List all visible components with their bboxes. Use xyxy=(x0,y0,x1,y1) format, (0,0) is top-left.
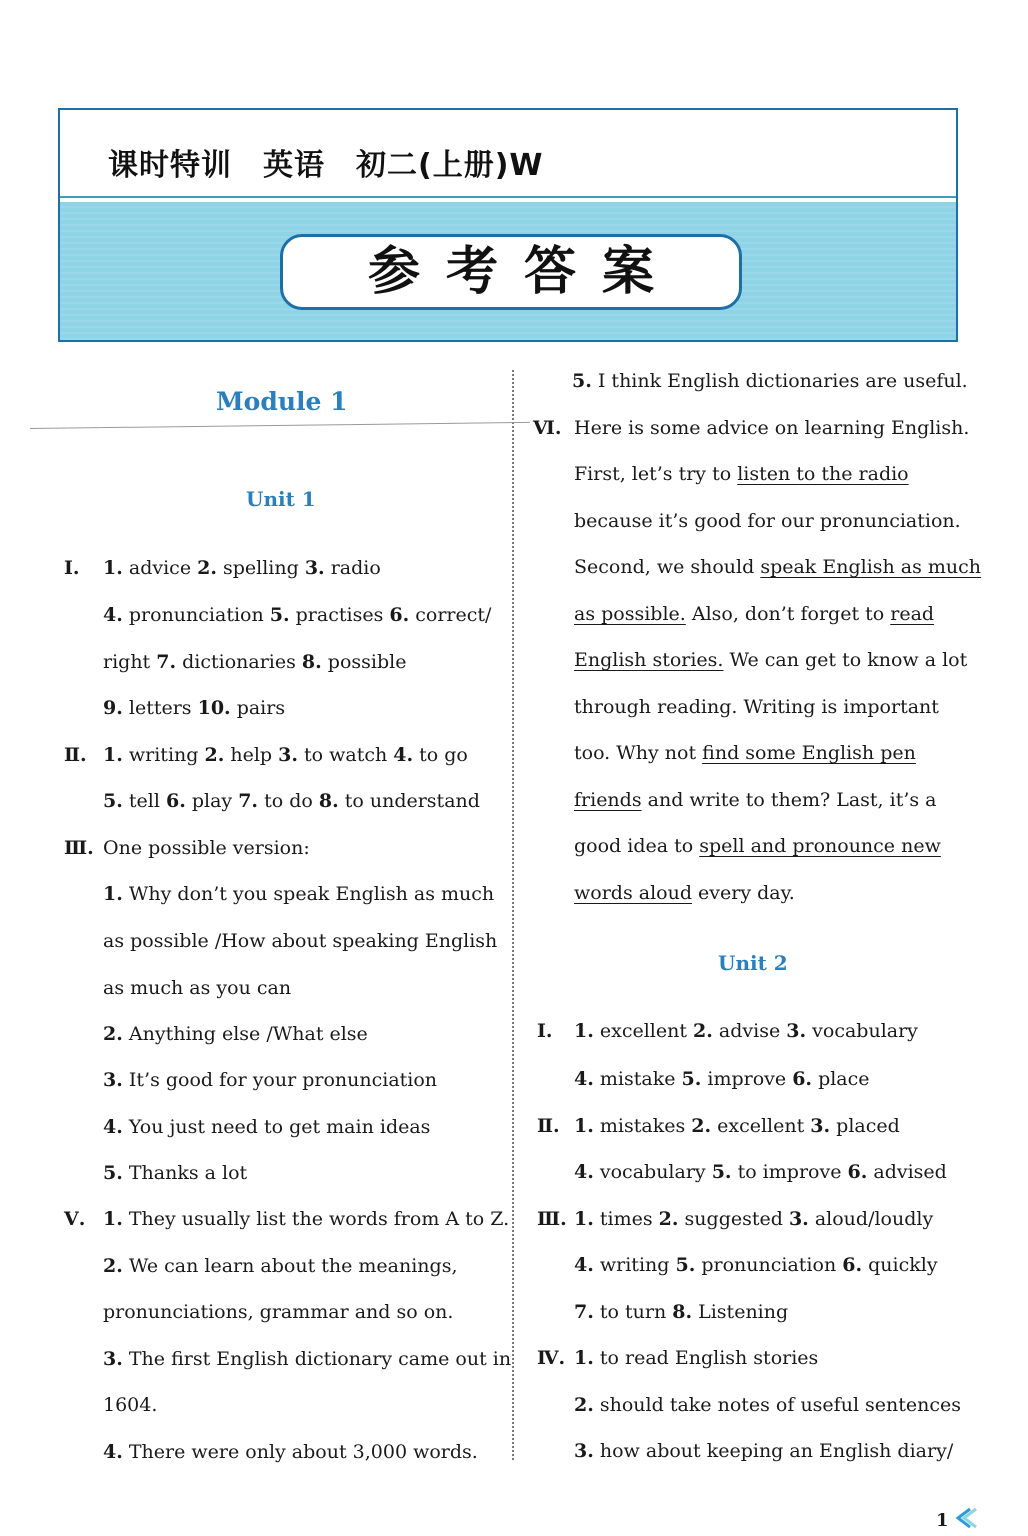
answer-line: 5. I think English dictionaries are useful. xyxy=(572,370,968,392)
answer-line: 7. to turn 8. Listening xyxy=(574,1301,789,1323)
section-roman-numeral: Ⅵ. xyxy=(533,417,562,439)
page-arrow-icon xyxy=(948,1506,978,1530)
paragraph-line: friends and write to them? Last, it’s a xyxy=(574,789,937,811)
answer-line: 1. excellent 2. advise 3. vocabulary xyxy=(574,1020,918,1042)
answer-line: 5. tell 6. play 7. to do 8. to understand xyxy=(103,790,480,812)
answer-intro: One possible version: xyxy=(103,837,310,859)
answer-line: 1. writing 2. help 3. to watch 4. to go xyxy=(103,744,468,766)
section-roman-numeral: Ⅰ. xyxy=(64,557,80,579)
paragraph-line: as possible. Also, don’t forget to read xyxy=(574,603,935,625)
answer-line: 1. They usually list the words from A to Z. xyxy=(103,1208,510,1230)
section-roman-numeral: Ⅳ. xyxy=(537,1347,566,1369)
answer-line: 4. writing 5. pronunciation 6. quickly xyxy=(574,1254,938,1276)
banner-answer-area xyxy=(60,202,956,340)
page-number: 1 xyxy=(936,1510,949,1531)
paragraph-line: through reading. Writing is important xyxy=(574,696,939,718)
header-banner xyxy=(58,108,958,342)
answer-line: as possible /How about speaking English xyxy=(103,930,498,952)
answer-line: 1. times 2. suggested 3. aloud/loudly xyxy=(574,1208,934,1230)
answer-line: 1. to read English stories xyxy=(574,1347,819,1369)
section-roman-numeral: Ⅲ. xyxy=(64,837,94,859)
answer-line: 4. There were only about 3,000 words. xyxy=(103,1441,478,1463)
answer-line: 1604. xyxy=(103,1394,158,1416)
answer-line: 5. Thanks a lot xyxy=(103,1162,248,1184)
answer-line: as much as you can xyxy=(103,977,292,999)
section-roman-numeral: Ⅱ. xyxy=(537,1115,560,1137)
module-rule xyxy=(30,422,530,429)
paragraph-line: too. Why not find some English pen xyxy=(574,742,916,764)
paragraph-line: because it’s good for our pronunciation. xyxy=(574,510,961,532)
paragraph-line: Second, we should speak English as much xyxy=(574,556,982,578)
answer-line: 3. how about keeping an English diary/ xyxy=(574,1440,954,1462)
unit-1-heading: Unit 1 xyxy=(246,487,316,511)
column-divider xyxy=(512,370,514,1460)
answer-line: 3. The first English dictionary came out in xyxy=(103,1348,512,1370)
answer-line: 2. Anything else /What else xyxy=(103,1023,368,1045)
section-roman-numeral: Ⅱ. xyxy=(64,744,87,766)
answer-line: 2. We can learn about the meanings, xyxy=(103,1255,458,1277)
paragraph-line: good idea to spell and pronounce new xyxy=(574,835,941,857)
section-roman-numeral: Ⅲ. xyxy=(537,1208,567,1230)
answer-line: 4. pronunciation 5. practises 6. correct/ xyxy=(103,604,492,626)
answer-line: right 7. dictionaries 8. possible xyxy=(103,651,407,673)
paragraph-line: English stories. We can get to know a lot xyxy=(574,649,968,671)
answer-line: 2. should take notes of useful sentences xyxy=(574,1394,962,1416)
answer-line: 3. It’s good for your pronunciation xyxy=(103,1069,438,1091)
answer-line: 4. mistake 5. improve 6. place xyxy=(574,1068,870,1090)
paragraph-line: Here is some advice on learning English. xyxy=(574,417,970,439)
answer-line: 1. Why don’t you speak English as much xyxy=(103,883,495,905)
module-heading: Module 1 xyxy=(216,387,348,416)
answer-line: pronunciations, grammar and so on. xyxy=(103,1301,454,1323)
book-title: 课时特训 英语 初二(上册)W xyxy=(108,148,544,183)
paragraph-line: First, let’s try to listen to the radio xyxy=(574,463,909,485)
paragraph-line: words aloud every day. xyxy=(574,882,795,904)
answer-line: 4. vocabulary 5. to improve 6. advised xyxy=(574,1161,947,1183)
answer-line: 1. advice 2. spelling 3. radio xyxy=(103,557,381,579)
answer-line: 4. You just need to get main ideas xyxy=(103,1116,431,1138)
banner-title-bar xyxy=(60,110,956,198)
answer-key-badge xyxy=(280,234,742,310)
section-roman-numeral: Ⅰ. xyxy=(537,1020,553,1042)
answer-key-label: 参考答案 xyxy=(367,242,680,302)
unit-2-heading: Unit 2 xyxy=(718,951,788,975)
section-roman-numeral: Ⅴ. xyxy=(64,1208,86,1230)
answer-line: 1. mistakes 2. excellent 3. placed xyxy=(574,1115,900,1137)
answer-line: 9. letters 10. pairs xyxy=(103,697,286,719)
